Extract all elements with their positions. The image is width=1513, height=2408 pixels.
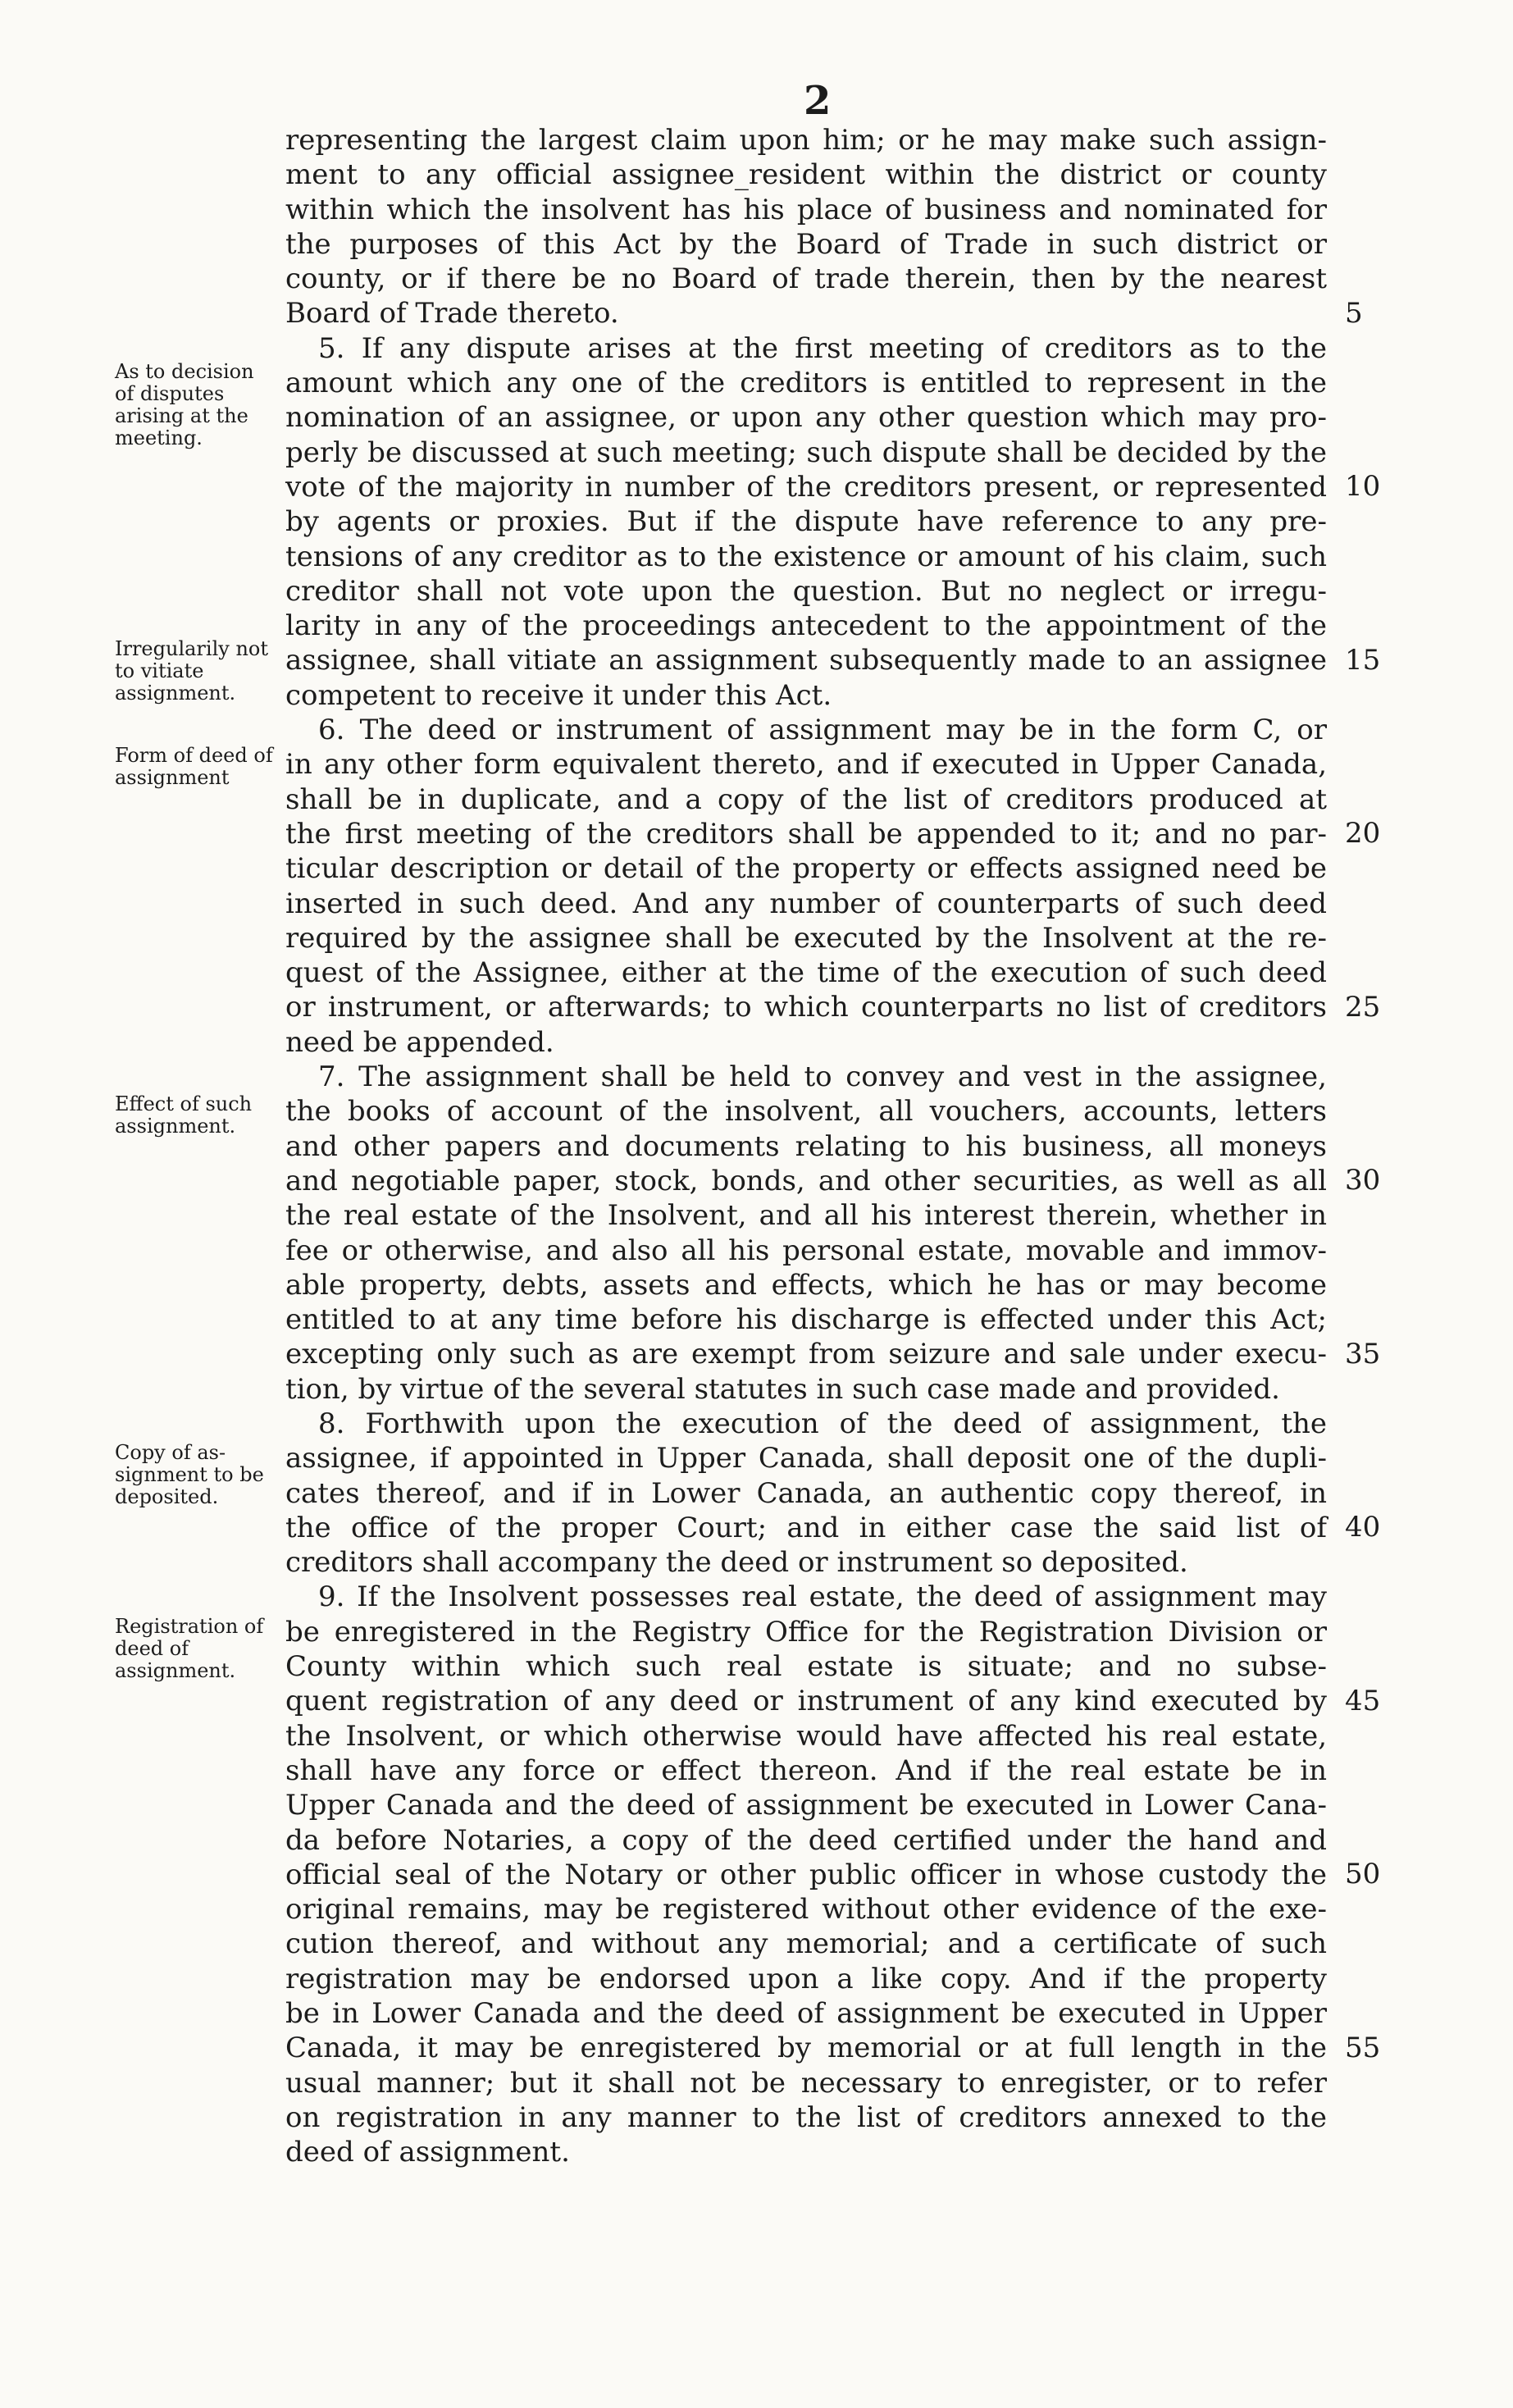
text-line: official seal of the Notary or other public officer in whose custody the [285,1858,1327,1891]
line-number: 35 [1345,1338,1381,1370]
text-line: Board of Trade thereto. [285,297,619,331]
text-line: within which the insolvent has his place of business and nominated for [285,193,1327,226]
text-line: inserted in such deed. And any number of counterparts of such deed [285,887,1327,920]
margin-note-copy-deposited: Copy of as-signment to be deposited. [115,1441,264,1508]
margin-note-irregularity: Irregularily not to vitiate assignment. [115,637,268,705]
text-line: larity in any of the proceedings antecedent to the appointment of the [285,609,1327,643]
text-line: shall be in duplicate, and a copy of the list of creditors produced at [285,782,1327,816]
text-line: and negotiable paper, stock, bonds, and other securities, as well as all [285,1164,1327,1197]
text-line: 9. If the Insolvent possesses real estate, the deed of assignment may [318,1580,1327,1614]
line-number: 40 [1345,1511,1381,1544]
margin-note-effect: Effect of such assignment. [115,1092,253,1138]
text-line: da before Notaries, a copy of the deed certified under the hand and [285,1823,1327,1857]
text-line: 6. The deed or instrument of assignment may be in the form C, or [318,714,1327,747]
text-line: able property, debts, assets and effects, which he has or may become [285,1268,1327,1302]
text-line: cates thereof, and if in Lower Canada, an authentic copy thereof, in [285,1476,1327,1510]
text-line: in any other form equivalent thereto, and if executed in Upper Canada, [285,748,1327,782]
text-line: amount which any one of the creditors is entitled to represent in the [285,367,1327,400]
text-line: shall have any force or effect thereon. And if the real estate be in [285,1754,1327,1787]
text-line: registration may be endorsed upon a like copy. And if the property [285,1962,1327,1995]
margin-note-registration: Registration of deed of assignment. [115,1615,264,1682]
text-line: representing the largest claim upon him; or he may make such assign- [285,124,1327,157]
text-line: 8. Forthwith upon the execution of the deed of assignment, the [318,1407,1327,1440]
text-line: creditor shall not vote upon the question. But no neglect or irregu- [285,574,1327,608]
text-line: be enregistered in the Registry Office for the Registration Division or [285,1615,1327,1649]
text-line: the real estate of the Insolvent, and all his interest therein, whether in [285,1199,1327,1233]
line-number: 15 [1345,644,1381,677]
text-line: assignee, shall vitiate an assignment subsequently made to an assignee [285,644,1327,677]
text-line: vote of the majority in number of the creditors present, or represented [285,470,1327,504]
text-line: excepting only such as are exempt from seizure and sale under execu- [285,1338,1327,1371]
body-text [285,123,1327,2170]
text-line: nomination of an assignee, or upon any other question which may pro- [285,401,1327,435]
line-number: 20 [1345,817,1381,850]
text-line: required by the assignee shall be executed by the Insolvent at the re- [285,921,1327,955]
line-number: 30 [1345,1164,1381,1197]
text-line: Upper Canada and the deed of assignment be executed in Lower Cana- [285,1789,1327,1822]
text-line: assignee, if appointed in Upper Canada, shall deposit one of the dupli- [285,1442,1327,1475]
line-number: 10 [1345,470,1381,503]
text-line: the Insolvent, or which otherwise would have affected his real estate, [285,1719,1327,1753]
text-line: County within which such real estate is situate; and no subse- [285,1650,1327,1684]
text-line: ticular description or detail of the property or effects assigned need be [285,852,1327,886]
margin-note-form-of-deed: Form of deed of assignment [115,744,273,789]
text-line: creditors shall accompany the deed or instrument so deposited. [285,1546,1188,1580]
line-number: 25 [1345,991,1381,1024]
text-line: deed of assignment. [285,2136,570,2169]
text-line: ment to any official assignee_resident within the district or county [285,158,1327,192]
text-line: on registration in any manner to the list of creditors annexed to the [285,2100,1327,2134]
text-line: 5. If any dispute arises at the first meeting of creditors as to the [318,331,1327,365]
text-line: be in Lower Canada and the deed of assignment be executed in Upper [285,1997,1327,2031]
text-line: original remains, may be registered without other evidence of the exe- [285,1893,1327,1927]
text-line: tensions of any creditor as to the existence or amount of his claim, such [285,540,1327,573]
text-line: the books of account of the insolvent, all vouchers, accounts, letters [285,1095,1327,1129]
page-number: 2 [804,78,832,124]
text-line: the purposes of this Act by the Board of Trade in such district or [285,227,1327,261]
line-number: 45 [1345,1685,1381,1717]
text-line: or instrument, or afterwards; to which counterparts no list of creditors [285,991,1327,1024]
text-line: entitled to at any time before his discharge is effected under this Act; [285,1303,1327,1337]
text-line: perly be discussed at such meeting; such dispute shall be decided by the [285,436,1327,469]
text-line: quest of the Assignee, either at the time of the execution of such deed [285,956,1327,990]
text-line: Canada, it may be enregistered by memorial or at full length in the [285,2032,1327,2065]
text-line: by agents or proxies. But if the dispute have reference to any pre- [285,505,1327,539]
text-line: and other papers and documents relating to his business, all moneys [285,1129,1327,1163]
text-line: 7. The assignment shall be held to convey and vest in the assignee, [318,1060,1327,1094]
text-line: usual manner; but it shall not be necessary to enregister, or to refer [285,2066,1327,2100]
text-line: the office of the proper Court; and in either case the said list of [285,1511,1327,1544]
text-line: need be appended. [285,1025,554,1059]
text-line: cution thereof, and without any memorial; and a certificate of such [285,1927,1327,1961]
margin-note-disputes: As to decision of disputes arising at the meeting. [115,360,254,449]
text-line: fee or otherwise, and also all his personal estate, movable and immov- [285,1234,1327,1267]
text-line: the first meeting of the creditors shall be appended to it; and no par- [285,817,1327,851]
text-line: tion, by virtue of the several statutes in such case made and provided. [285,1372,1280,1406]
line-number: 55 [1345,2032,1381,2064]
text-line: county, or if there be no Board of trade therein, then by the nearest [285,262,1327,296]
line-number: 50 [1345,1858,1381,1890]
text-line: quent registration of any deed or instrument of any kind executed by [285,1685,1327,1718]
line-number: 5 [1345,297,1363,330]
text-line: competent to receive it under this Act. [285,678,832,712]
